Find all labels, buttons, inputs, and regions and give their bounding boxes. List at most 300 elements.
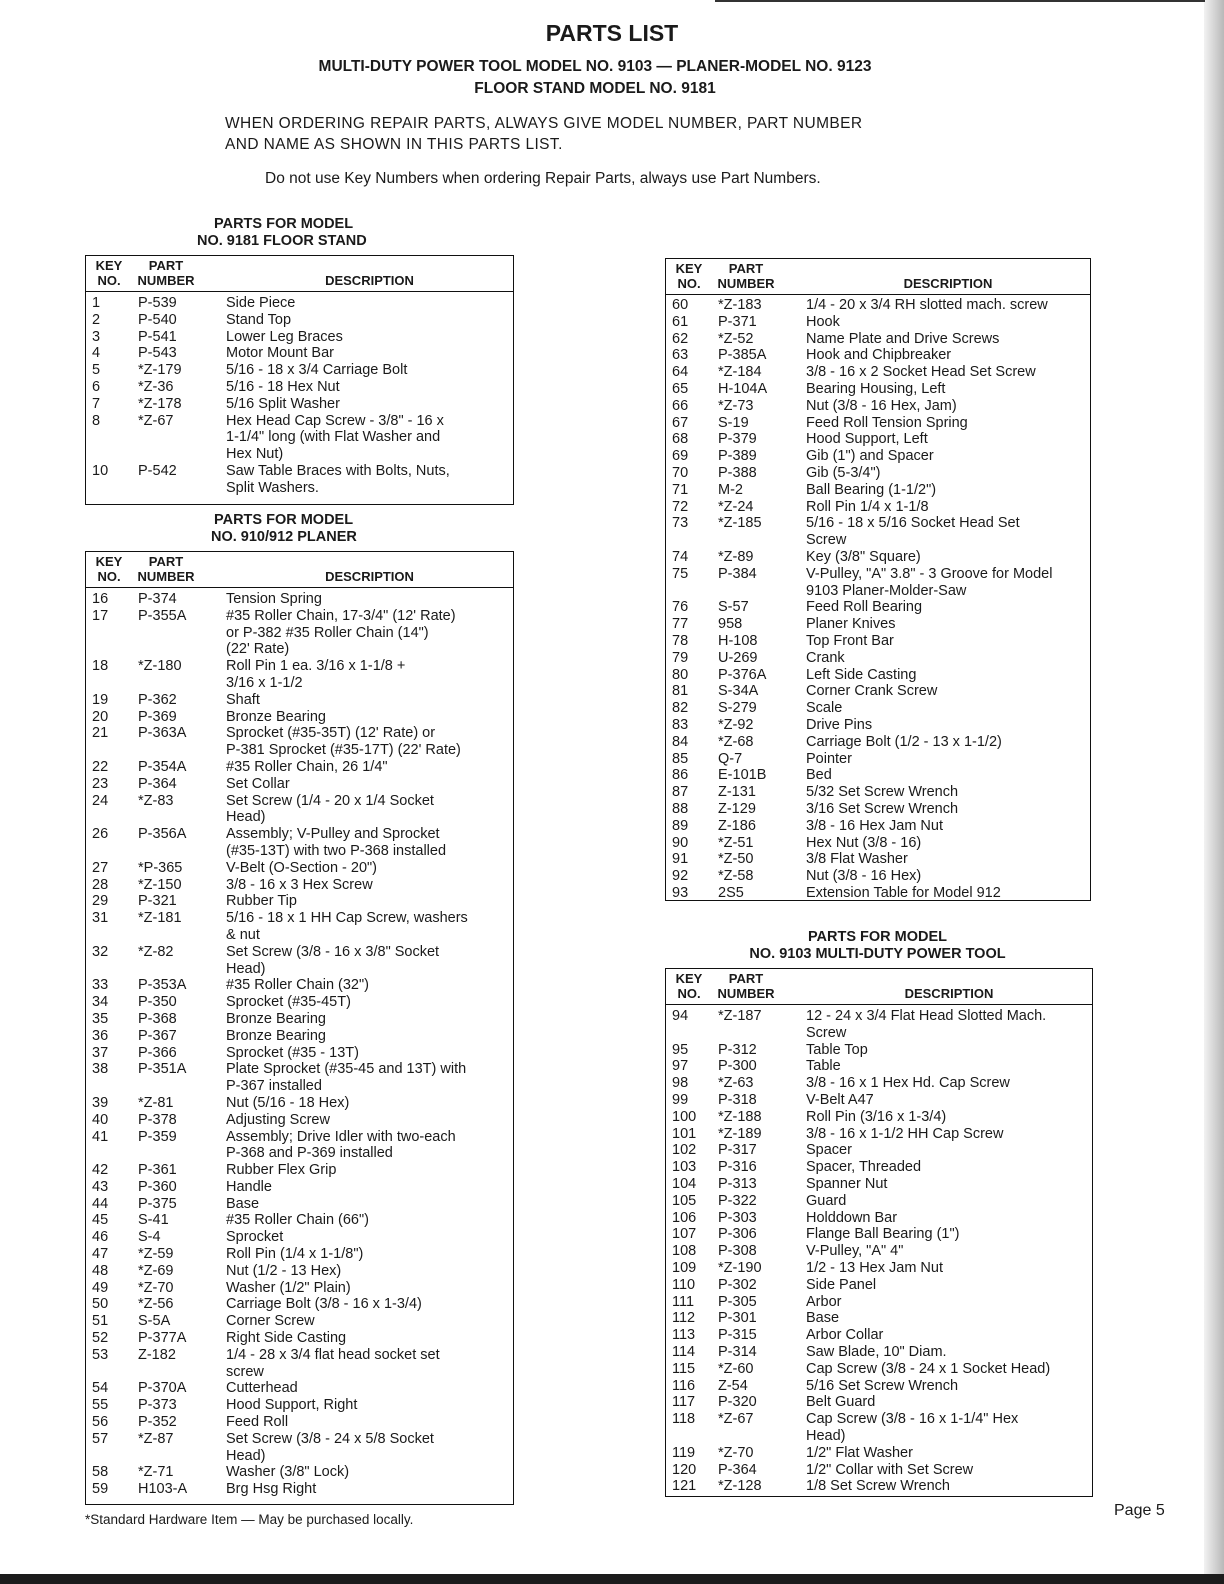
part-description — [806, 1411, 1092, 1445]
table-row — [86, 725, 513, 759]
floor-stand-table — [85, 255, 514, 505]
key-number: 106 — [672, 1209, 697, 1226]
description-line: 9103 Planer-Molder-Saw — [806, 582, 967, 599]
part-number: *Z-187 — [718, 1008, 762, 1024]
part-number: *Z-36 — [138, 378, 174, 395]
part-number: P-539 — [138, 295, 177, 311]
part-number: *Z-180 — [138, 658, 182, 675]
table-row — [86, 910, 513, 944]
page-edge-bottom — [0, 1574, 1224, 1584]
part-description — [806, 1126, 1092, 1143]
table-row — [86, 658, 513, 692]
table-row — [86, 295, 513, 312]
part-number: P-379 — [718, 431, 757, 448]
description-line: Head) — [226, 960, 266, 977]
part-description — [806, 1109, 1092, 1126]
description-line: Holddown Bar — [806, 1209, 898, 1226]
part-number: *Z-70 — [138, 1279, 174, 1296]
key-no-header: KEY NO. — [95, 258, 123, 288]
part-description — [226, 396, 513, 413]
key-number: 37 — [92, 1044, 109, 1061]
part-number: P-364 — [718, 1461, 757, 1478]
planer-continued-rows — [666, 295, 1090, 902]
key-number: 51 — [92, 1313, 109, 1330]
floor-stand-title-line-2: NO. 9181 FLOOR STAND — [197, 233, 367, 249]
part-number: *Z-184 — [718, 364, 762, 381]
part-number: Z-54 — [718, 1377, 748, 1394]
key-number: 6 — [92, 378, 101, 395]
part-number: *Z-67 — [718, 1411, 754, 1428]
part-description — [226, 793, 513, 827]
description-line: Shaft — [226, 691, 260, 708]
part-number: Q-7 — [718, 750, 743, 767]
part-description — [806, 482, 1090, 499]
table-row — [666, 1310, 1092, 1327]
planer-continued-table — [665, 258, 1091, 901]
table-row — [666, 1344, 1092, 1361]
table-row — [666, 347, 1090, 364]
table-row — [666, 1277, 1092, 1294]
part-description — [226, 1212, 513, 1229]
description-line: Hood Support, Left — [806, 431, 928, 448]
part-description — [806, 364, 1090, 381]
key-number: 43 — [92, 1178, 109, 1195]
table-row — [86, 759, 513, 776]
table-row — [666, 835, 1090, 852]
part-description — [226, 910, 513, 944]
description-line: 5/16 Set Screw Wrench — [806, 1377, 959, 1394]
description-line: Arbor — [806, 1293, 842, 1310]
description-line: Assembly; V-Pulley and Sprocket — [226, 826, 440, 843]
description-line: 1/4 - 28 x 3/4 flat head socket set — [226, 1346, 440, 1363]
part-description — [226, 1313, 513, 1330]
instruction-line-1: WHEN ORDERING REPAIR PARTS, ALWAYS GIVE MODEL NUMBER, PART NUMBER — [225, 115, 863, 132]
description-line: #35 Roller Chain (66") — [226, 1212, 369, 1229]
part-description — [226, 1028, 513, 1045]
key-number: 117 — [672, 1394, 696, 1411]
table-row — [666, 851, 1090, 868]
part-number: P-320 — [718, 1394, 757, 1411]
description-line: Left Side Casting — [806, 666, 917, 683]
description-line: Corner Crank Screw — [806, 683, 938, 700]
part-description — [806, 1176, 1092, 1193]
part-description — [226, 1263, 513, 1280]
description-line: 3/8 - 16 Hex Jam Nut — [806, 817, 943, 834]
table-row — [86, 1129, 513, 1163]
description-line: Spacer, Threaded — [806, 1159, 922, 1176]
key-number: 42 — [92, 1162, 109, 1179]
key-number: 94 — [672, 1008, 689, 1024]
description-line: Roll Pin 1/4 x 1-1/8 — [806, 498, 929, 515]
key-number: 77 — [672, 616, 689, 633]
part-description — [806, 515, 1090, 549]
key-number: 71 — [672, 481, 689, 498]
table-row — [666, 1126, 1092, 1143]
key-number: 1 — [92, 295, 101, 311]
part-number: Z-186 — [718, 817, 756, 834]
description-line: Set Screw (3/8 - 24 x 5/8 Socket — [226, 1430, 434, 1447]
part-number: *Z-190 — [718, 1259, 762, 1276]
description-line: Head) — [226, 1447, 266, 1464]
description-line: Roll Pin (3/16 x 1-3/4) — [806, 1108, 947, 1125]
table-row — [86, 1313, 513, 1330]
key-number: 20 — [92, 708, 109, 725]
part-number: P-384 — [718, 565, 757, 582]
description-line: 5/16 Split Washer — [226, 395, 340, 412]
description-line: 3/8 - 16 x 1 Hex Hd. Cap Screw — [806, 1075, 1010, 1092]
description-line: 3/8 - 16 x 1-1/2 HH Cap Screw — [806, 1125, 1004, 1142]
key-number: 102 — [672, 1142, 697, 1159]
part-number: P-370A — [138, 1380, 187, 1397]
key-number: 32 — [92, 943, 109, 960]
part-number: 2S5 — [718, 884, 744, 901]
key-number: 79 — [672, 649, 689, 666]
part-description — [226, 591, 513, 608]
description-line: Screw — [806, 532, 847, 549]
part-number: P-302 — [718, 1276, 757, 1293]
key-number: 109 — [672, 1259, 697, 1276]
description-line: Split Washers. — [226, 479, 319, 496]
part-description — [806, 650, 1090, 667]
part-number: 958 — [718, 616, 743, 633]
description-line: Lower Leg Braces — [226, 328, 343, 345]
key-number: 56 — [92, 1414, 109, 1431]
description-line: Assembly; Drive Idler with two-each — [226, 1128, 456, 1145]
table-row — [86, 463, 513, 497]
description-line: Screw — [806, 1024, 847, 1041]
part-description — [806, 1092, 1092, 1109]
part-number: Z-182 — [138, 1346, 176, 1363]
description-line: 5/32 Set Screw Wrench — [806, 784, 959, 801]
key-number: 120 — [672, 1461, 697, 1478]
description-line: Planer Knives — [806, 616, 896, 633]
part-description — [806, 700, 1090, 717]
subtitle-line-1: MULTI-DUTY POWER TOOL MODEL NO. 9103 — PLANER-MODEL NO. 9123 — [318, 58, 872, 75]
description-line: Hex Head Cap Screw - 3/8" - 16 x — [226, 412, 444, 429]
table-row — [666, 1058, 1092, 1075]
table-row — [86, 312, 513, 329]
table-row — [86, 1263, 513, 1280]
part-number: P-373 — [138, 1397, 177, 1414]
part-number: S-34A — [718, 683, 759, 700]
key-number: 112 — [672, 1310, 696, 1327]
description-line: Bed — [806, 767, 832, 784]
part-description — [806, 1058, 1092, 1075]
description-line: Bronze Bearing — [226, 1010, 326, 1027]
table-row — [666, 1327, 1092, 1344]
key-number: 59 — [92, 1481, 109, 1498]
table-row — [666, 717, 1090, 734]
part-number: *Z-87 — [138, 1430, 174, 1447]
key-number: 10 — [92, 462, 109, 479]
description-line: Sprocket (#35-45T) — [226, 994, 351, 1011]
key-number: 27 — [92, 859, 109, 876]
part-number: *Z-178 — [138, 395, 182, 412]
table-row — [86, 345, 513, 362]
part-number: P-389 — [718, 448, 757, 465]
description-line: Roll Pin 1 ea. 3/16 x 1-1/8 + — [226, 658, 406, 675]
part-description — [226, 1162, 513, 1179]
part-number: H-104A — [718, 380, 768, 397]
key-number: 38 — [92, 1061, 109, 1078]
table-row — [666, 314, 1090, 331]
key-number: 26 — [92, 826, 109, 843]
description-line: 3/8 Flat Washer — [806, 851, 908, 868]
description-line: Set Screw (3/8 - 16 x 3/8" Socket — [226, 943, 440, 960]
part-description — [226, 1196, 513, 1213]
key-number: 88 — [672, 800, 689, 817]
key-number: 121 — [672, 1478, 697, 1495]
planer-title — [211, 512, 357, 546]
key-number: 17 — [92, 607, 109, 624]
key-number: 114 — [672, 1343, 696, 1360]
floor-stand-rows — [86, 292, 513, 497]
description-line: Base — [226, 1195, 260, 1212]
description-line: 3/8 - 16 x 2 Socket Head Set Screw — [806, 364, 1036, 381]
key-number: 22 — [92, 758, 109, 775]
part-description — [806, 566, 1090, 600]
table-row — [86, 1112, 513, 1129]
part-description — [226, 1011, 513, 1028]
part-description — [226, 1414, 513, 1431]
description-line: 1/8 Set Screw Wrench — [806, 1478, 950, 1495]
table-row — [666, 1478, 1092, 1495]
table-row — [86, 591, 513, 608]
key-number: 103 — [672, 1159, 697, 1176]
table-row — [666, 1042, 1092, 1059]
key-number: 47 — [92, 1246, 109, 1263]
key-number: 29 — [92, 893, 109, 910]
part-number: *Z-68 — [718, 733, 754, 750]
description-header: DESCRIPTION — [325, 569, 414, 584]
part-description — [226, 826, 513, 860]
description-line: Base — [806, 1310, 840, 1327]
description-line: 3/16 x 1-1/2 — [226, 674, 303, 691]
table-row — [666, 1210, 1092, 1227]
table-row — [86, 977, 513, 994]
table-row — [666, 1142, 1092, 1159]
table-row — [666, 1394, 1092, 1411]
table-row — [666, 1462, 1092, 1479]
part-number: *Z-71 — [138, 1464, 174, 1481]
part-description — [806, 381, 1090, 398]
table-row — [666, 1092, 1092, 1109]
key-number: 89 — [672, 817, 689, 834]
part-description — [226, 1061, 513, 1095]
part-number: P-315 — [718, 1327, 757, 1344]
part-description — [806, 1260, 1092, 1277]
part-description — [806, 1344, 1092, 1361]
description-line: Feed Roll — [226, 1414, 289, 1431]
table-header — [86, 256, 513, 292]
table-row — [666, 381, 1090, 398]
part-number: P-312 — [718, 1041, 757, 1058]
part-number: P-313 — [718, 1175, 757, 1192]
key-number: 28 — [92, 876, 109, 893]
planer-title-line-2: NO. 910/912 PLANER — [211, 529, 357, 545]
table-row — [86, 1011, 513, 1028]
key-number: 99 — [672, 1091, 689, 1108]
part-number: P-378 — [138, 1111, 177, 1128]
multi-duty-title-line-2: NO. 9103 MULTI-DUTY POWER TOOL — [749, 946, 1006, 962]
key-number: 40 — [92, 1111, 109, 1128]
key-number: 92 — [672, 868, 689, 885]
description-line: #35 Roller Chain (32") — [226, 977, 369, 994]
part-number: P-361 — [138, 1162, 177, 1179]
key-number: 44 — [92, 1195, 109, 1212]
description-line: Side Panel — [806, 1276, 877, 1293]
part-number: P-356A — [138, 826, 187, 843]
table-row — [666, 364, 1090, 381]
key-number: 91 — [672, 851, 689, 868]
part-description — [806, 1008, 1092, 1042]
key-number: 5 — [92, 362, 101, 379]
part-number: *Z-89 — [718, 548, 754, 565]
key-number: 62 — [672, 330, 689, 347]
key-number: 63 — [672, 347, 689, 364]
multi-duty-rows — [666, 1005, 1092, 1495]
description-line: Extension Table for Model 912 — [806, 884, 1001, 901]
key-number: 93 — [672, 884, 689, 901]
part-description — [806, 1226, 1092, 1243]
part-description — [806, 1478, 1092, 1495]
part-number: *Z-58 — [718, 868, 754, 885]
part-number: *Z-51 — [718, 834, 754, 851]
part-number: P-364 — [138, 775, 177, 792]
table-row — [86, 860, 513, 877]
part-description — [806, 347, 1090, 364]
table-row — [86, 1061, 513, 1095]
description-line: Washer (1/2" Plain) — [226, 1279, 351, 1296]
key-number: 39 — [92, 1094, 109, 1111]
part-number: P-355A — [138, 607, 187, 624]
part-description — [806, 465, 1090, 482]
description-line: Sprocket — [226, 1229, 284, 1246]
key-number: 21 — [92, 725, 109, 742]
description-line: Cutterhead — [226, 1380, 298, 1397]
description-line: Scale — [806, 700, 843, 717]
description-line: Side Piece — [226, 295, 296, 311]
part-number: P-367 — [138, 1027, 177, 1044]
page-title: PARTS LIST — [545, 20, 679, 46]
part-description — [226, 1380, 513, 1397]
description-line: Carriage Bolt (3/8 - 16 x 1-3/4) — [226, 1296, 422, 1313]
part-description — [806, 885, 1090, 902]
key-number: 58 — [92, 1464, 109, 1481]
table-row — [666, 297, 1090, 314]
table-row — [86, 1229, 513, 1246]
description-line: Nut (5/16 - 18 Hex) — [226, 1094, 350, 1111]
part-description — [806, 1159, 1092, 1176]
part-description — [806, 1210, 1092, 1227]
table-row — [666, 885, 1090, 902]
part-number: *Z-52 — [718, 330, 754, 347]
key-number: 61 — [672, 313, 689, 330]
key-number: 68 — [672, 431, 689, 448]
part-number: P-300 — [718, 1058, 757, 1075]
table-row — [666, 1378, 1092, 1395]
footnote: *Standard Hardware Item — May be purchased locally. — [85, 1512, 414, 1527]
description-line: Key (3/8" Square) — [806, 548, 921, 565]
part-description — [226, 725, 513, 759]
table-row — [86, 877, 513, 894]
key-number: 65 — [672, 380, 689, 397]
part-number-header: PART NUMBER — [137, 554, 195, 584]
description-line: Set Screw (1/4 - 20 x 1/4 Socket — [226, 792, 434, 809]
part-description — [226, 312, 513, 329]
part-description — [226, 944, 513, 978]
description-line: 1/2" Collar with Set Screw — [806, 1461, 974, 1478]
part-number: P-321 — [138, 893, 177, 910]
description-line: Set Collar — [226, 775, 290, 792]
description-line: Top Front Bar — [806, 632, 894, 649]
part-description — [226, 692, 513, 709]
part-number: P-540 — [138, 311, 177, 328]
key-number: 66 — [672, 397, 689, 414]
table-row — [86, 362, 513, 379]
table-row — [666, 431, 1090, 448]
key-number: 53 — [92, 1346, 109, 1363]
key-number: 2 — [92, 311, 101, 328]
part-description — [806, 1378, 1092, 1395]
table-row — [666, 1226, 1092, 1243]
part-description — [806, 851, 1090, 868]
description-line: 3/16 Set Screw Wrench — [806, 800, 959, 817]
key-number: 116 — [672, 1377, 696, 1394]
key-number: 16 — [92, 591, 109, 607]
description-line: 12 - 24 x 3/4 Flat Head Slotted Mach. — [806, 1008, 1047, 1024]
part-description — [226, 877, 513, 894]
description-line: Table — [806, 1058, 841, 1075]
part-number: P-366 — [138, 1044, 177, 1061]
table-row — [86, 1045, 513, 1062]
part-description — [806, 415, 1090, 432]
table-row — [666, 633, 1090, 650]
instruction-line-2: AND NAME AS SHOWN IN THIS PARTS LIST. — [225, 136, 563, 153]
part-description — [226, 1481, 513, 1498]
floor-stand-title — [197, 216, 367, 250]
description-line: Ball Bearing (1-1/2") — [806, 481, 937, 498]
part-description — [806, 398, 1090, 415]
part-description — [806, 801, 1090, 818]
table-row — [86, 1464, 513, 1481]
key-number: 85 — [672, 750, 689, 767]
description-line: Carriage Bolt (1/2 - 13 x 1-1/2) — [806, 733, 1002, 750]
description-line: Nut (3/8 - 16 Hex) — [806, 868, 922, 885]
description-line: Sprocket (#35-35T) (12' Rate) or — [226, 725, 436, 742]
part-number: P-354A — [138, 758, 187, 775]
description-line: 1/2" Flat Washer — [806, 1444, 913, 1461]
part-description — [226, 1229, 513, 1246]
part-description — [806, 633, 1090, 650]
description-line: #35 Roller Chain, 17-3/4" (12' Rate) — [226, 607, 456, 624]
description-line: Rubber Tip — [226, 893, 297, 910]
part-number: P-317 — [718, 1142, 757, 1159]
key-number: 54 — [92, 1380, 109, 1397]
table-row — [666, 801, 1090, 818]
table-row — [86, 1347, 513, 1381]
part-description — [806, 667, 1090, 684]
table-row — [86, 1330, 513, 1347]
key-number: 86 — [672, 767, 689, 784]
part-number: *Z-183 — [718, 297, 762, 313]
table-row — [666, 667, 1090, 684]
description-line: Name Plate and Drive Screws — [806, 330, 1000, 347]
table-row — [86, 1414, 513, 1431]
key-number: 119 — [672, 1444, 696, 1461]
table-row — [666, 415, 1090, 432]
key-number: 84 — [672, 733, 689, 750]
